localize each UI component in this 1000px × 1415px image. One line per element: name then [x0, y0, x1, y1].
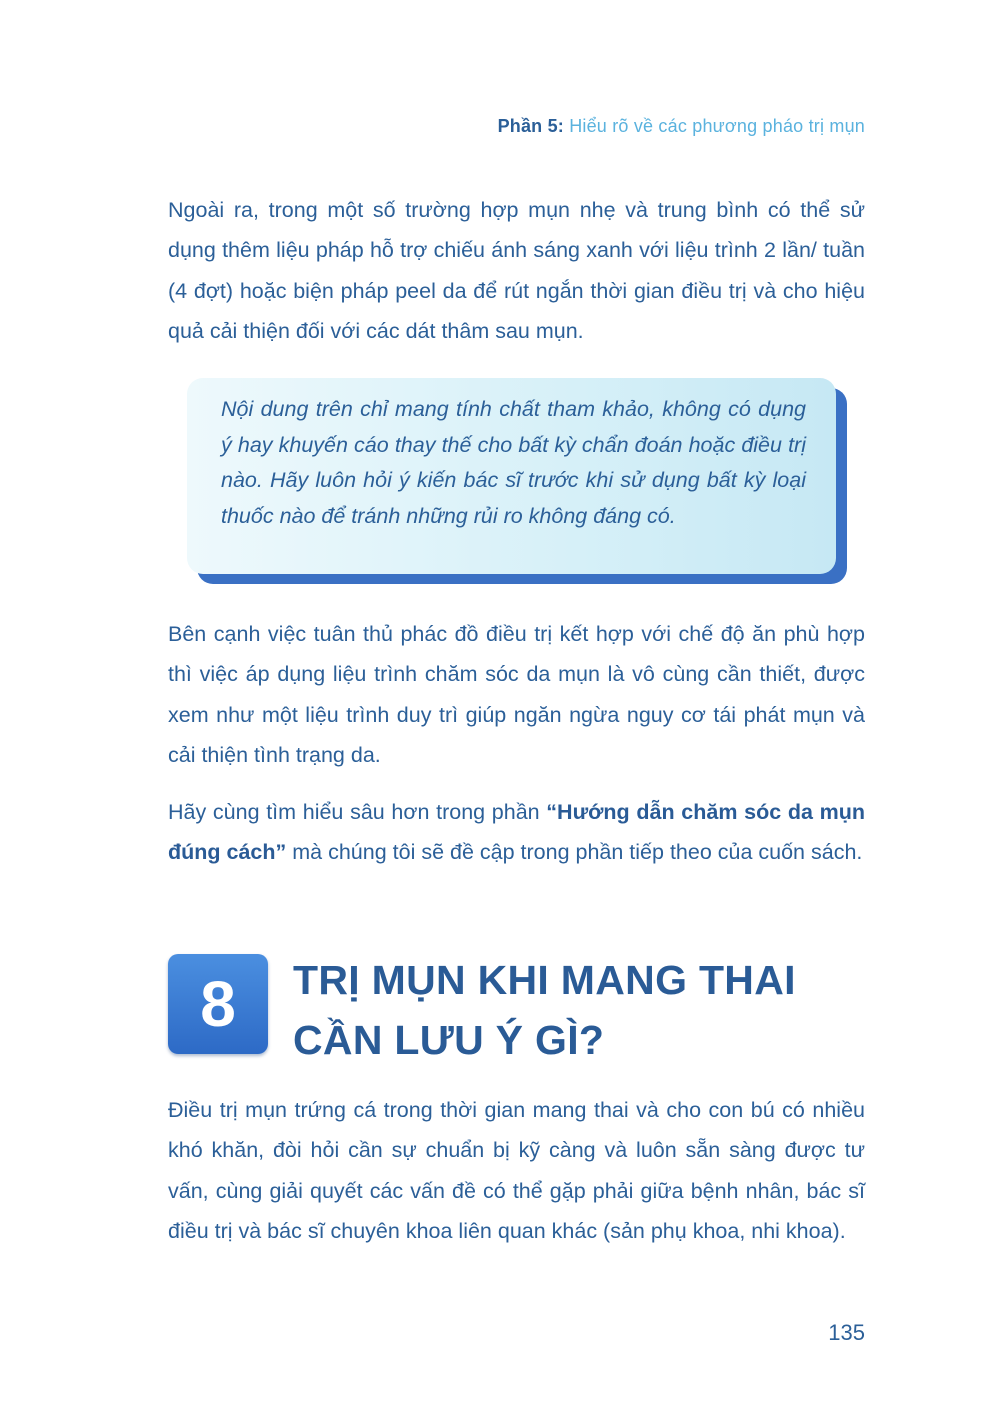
paragraph-guide-reference	[168, 792, 865, 873]
guide-text-after: mà chúng tôi sẽ đề cập trong phần tiếp theo của cuốn sách.	[286, 840, 863, 865]
header-part-label: Phần 5:	[497, 116, 564, 136]
disclaimer-note-box	[187, 378, 836, 574]
section-title	[293, 950, 893, 1070]
paragraph-skincare-routine: Bên cạnh việc tuân thủ phác đồ điều trị kết hợp với chế độ ăn phù hợp thì việc áp dụng liệu trình chăm sóc da mụn là vô cùng cần thiết, được xem như một liệu trình duy trì giúp ngăn ngừa nguy cơ tái phát mụn và cải thiện tình trạng da.	[168, 622, 865, 767]
disclaimer-text: Nội dung trên chỉ mang tính chất tham khảo, không có dụng ý hay khuyến cáo thay thế cho bất kỳ chẩn đoán hoặc điều trị nào. Hãy luôn hỏi ý kiến bác sĩ trước khi sử dụng bất kỳ loại thuốc nào để tránh những rủi ro không đáng có.	[221, 397, 806, 528]
section-number: 8	[200, 968, 236, 1040]
paragraph-pregnancy-treatment: Điều trị mụn trứng cá trong thời gian mang thai và cho con bú có nhiều khó khăn, đòi hỏi cần sự chuẩn bị kỹ càng và luôn sẵn sàng được tư vấn, cùng giải quyết các vấn đề có thể gặp phải giữa bệnh nhân, bác sĩ điều trị và bác sĩ chuyên khoa liên quan khác (sản phụ khoa, nhi khoa).	[168, 1098, 865, 1243]
guide-text-before: Hãy cùng tìm hiểu sâu hơn trong phần	[168, 800, 547, 824]
page-number: 135	[828, 1320, 865, 1345]
section-number-badge	[168, 954, 268, 1054]
header-part-title: Hiểu rõ về các phương pháo trị mụn	[569, 116, 865, 136]
guide-title-link: “Hướng dẫn chăm sóc da mụn đúng cách”	[168, 800, 865, 865]
section-title-line-2: CẦN LƯU Ý GÌ?	[293, 1017, 605, 1063]
section-title-line-1: TRỊ MỤN KHI MANG THAI	[293, 957, 796, 1003]
paragraph-light-therapy: Ngoài ra, trong một số trường hợp mụn nhẹ và trung bình có thể sử dụng thêm liệu pháp hỗ trợ chiếu ánh sáng xanh với liệu trình 2 lần/ tuần (4 đợt) hoặc biện pháp peel da để rút ngắn thời gian điều trị và cho hiệu quả cải thiện đối với các dát thâm sau mụn.	[168, 198, 865, 343]
running-header	[498, 116, 865, 137]
